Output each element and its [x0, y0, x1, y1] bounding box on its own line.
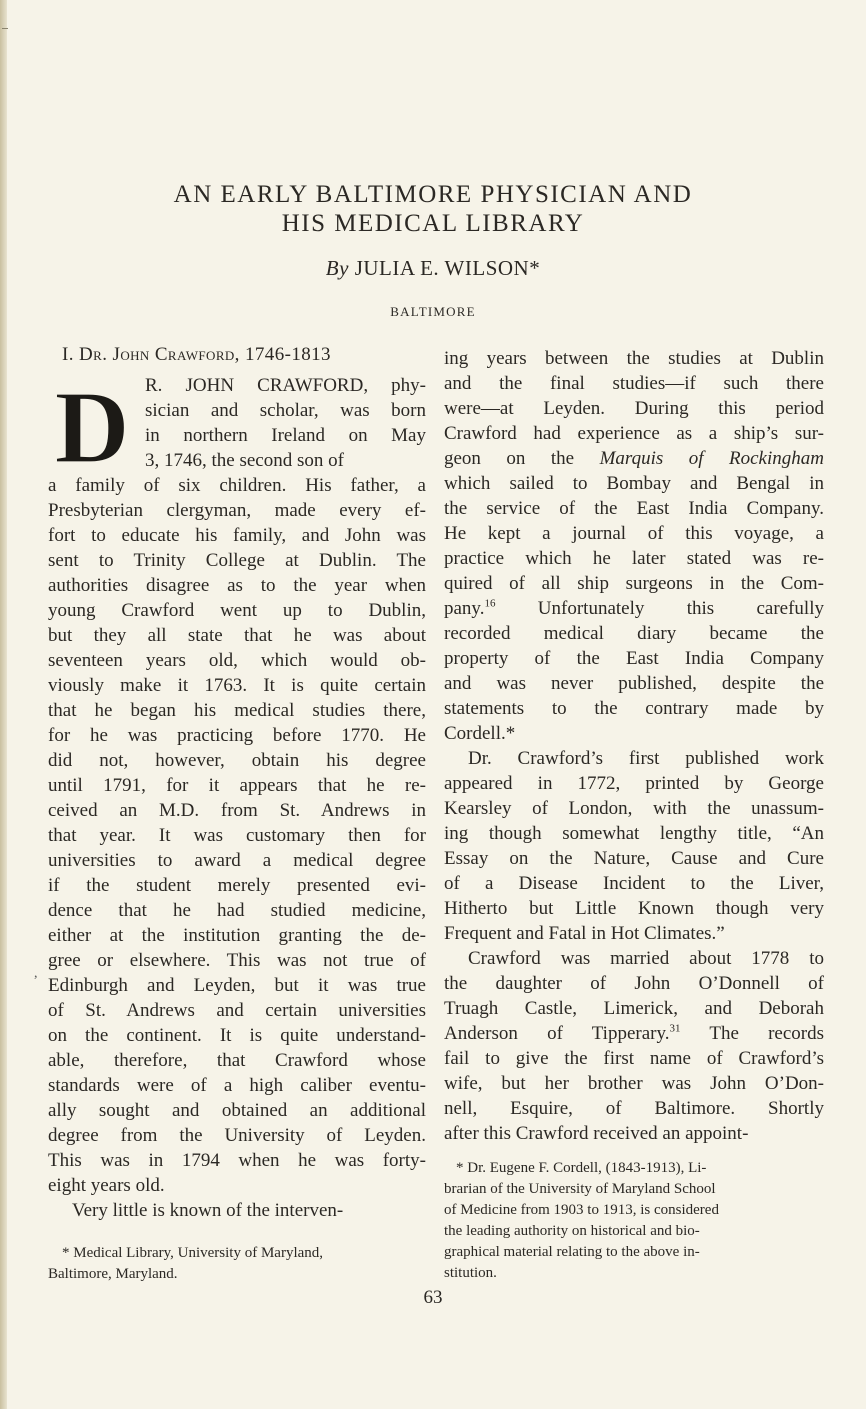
- text-line: statements to the contrary made by: [444, 698, 824, 719]
- dropcap-lines: [48, 373, 426, 473]
- text-line: of St. Andrews and certain universities: [48, 1000, 426, 1021]
- footnote-line: of Medicine from 1903 to 1913, is considered: [444, 1202, 719, 1218]
- drop-cap-glyph: D: [54, 382, 130, 470]
- text-span: Anderson of Tipperary.: [444, 1023, 670, 1044]
- text-line: universities to award a medical degree: [48, 850, 426, 871]
- footnote-line: brarian of the University of Maryland School: [444, 1181, 716, 1197]
- text-line: Frequent and Fatal in Hot Climates.”: [444, 923, 725, 944]
- author-name: JULIA E. WILSON*: [354, 256, 541, 280]
- ship-name: Marquis of Rockingham: [599, 448, 824, 469]
- footnote-line: * Dr. Eugene F. Cordell, (1843-1913), Li-: [456, 1160, 707, 1176]
- column-left: [48, 373, 426, 1223]
- text-line: ceived an M.D. from St. Andrews in: [48, 800, 426, 821]
- text-line: dence that he had studied medicine,: [48, 900, 426, 921]
- text-line: authorities disagree as to the year when: [48, 575, 426, 596]
- text-line: until 1791, for it appears that he re-: [48, 775, 426, 796]
- text-line: Very little is known of the interven-: [72, 1200, 344, 1221]
- text-line: were—at Leyden. During this period: [444, 398, 824, 419]
- text-line: Edinburgh and Leyden, but it was true: [48, 975, 426, 996]
- text-line: Essay on the Nature, Cause and Cure: [444, 848, 824, 869]
- text-line: recorded medical diary became the: [444, 623, 824, 644]
- text-line: on the continent. It is quite understand-: [48, 1025, 426, 1046]
- text-line: in northern Ireland on May: [145, 425, 426, 446]
- footnote-line: Baltimore, Maryland.: [48, 1266, 178, 1282]
- footnote-line: stitution.: [444, 1265, 497, 1281]
- section-number: I.: [62, 344, 74, 365]
- text-span: Unfortunately this carefully: [495, 598, 824, 619]
- margin-mark: ,: [34, 966, 38, 981]
- text-line: standards were of a high caliber eventu-: [48, 1075, 426, 1096]
- text-line: Truagh Castle, Limerick, and Deborah: [444, 998, 824, 1019]
- text-line: a family of six children. His father, a: [48, 475, 426, 496]
- footnote-line: * Medical Library, University of Maryland,: [62, 1245, 324, 1261]
- paragraph-2: [48, 1198, 426, 1223]
- text-line: for he was practicing before 1770. He: [48, 725, 426, 746]
- text-line: appeared in 1772, printed by George: [444, 773, 824, 794]
- text-line: young Crawford went up to Dublin,: [48, 600, 426, 621]
- text-line: viously make it 1763. It is quite certain: [48, 675, 426, 696]
- footnote-line: the leading authority on historical and bio-: [444, 1223, 700, 1239]
- text-line: if the student merely presented evi-: [48, 875, 426, 896]
- text-line: Dr. Crawford’s first published work: [468, 748, 824, 769]
- text-line: wife, but her brother was John O’Don-: [444, 1073, 824, 1094]
- text-span: pany.: [444, 598, 485, 619]
- byline-prefix: By: [325, 256, 349, 280]
- section-dates: 1746-1813: [245, 344, 331, 365]
- text-line: 3, 1746, the second son of: [145, 450, 344, 471]
- text-line: sician and scholar, was born: [145, 400, 426, 421]
- text-line: which sailed to Bombay and Bengal in: [444, 473, 824, 494]
- section-name: Dr. John Crawford,: [79, 344, 240, 365]
- text-line: after this Crawford received an appoint-: [444, 1123, 749, 1144]
- page-number: 63: [423, 1287, 443, 1308]
- paragraph-3: [444, 746, 824, 946]
- paragraph-continued: [444, 346, 824, 746]
- text-line: gree or elsewhere. This was not true of: [48, 950, 426, 971]
- text-line: fort to educate his family, and John was: [48, 525, 426, 546]
- text-line: of a Disease Incident to the Liver,: [444, 873, 824, 894]
- text-line: and was never published, despite the: [444, 673, 824, 694]
- text-span: The records: [680, 1023, 824, 1044]
- text-line: the daughter of John O’Donnell of: [444, 973, 824, 994]
- paragraph-4: [444, 946, 824, 1146]
- text-line: Presbyterian clergyman, made every ef-: [48, 500, 426, 521]
- text-line: able, therefore, that Crawford whose: [48, 1050, 426, 1071]
- byline: [0, 256, 866, 281]
- text-line: Crawford was married about 1778 to: [468, 948, 824, 969]
- reference-31: 31: [669, 1022, 681, 1035]
- text-line: property of the East India Company: [444, 648, 824, 669]
- text-line: did not, however, obtain his degree: [48, 750, 426, 771]
- text-line: ing though somewhat lengthy title, “An: [444, 823, 824, 844]
- text-line: ing years between the studies at Dublin: [444, 348, 824, 369]
- text-span: geon on the: [444, 448, 600, 469]
- text-line: Hitherto but Little Known though very: [444, 898, 824, 919]
- footnote-left: [48, 1243, 428, 1285]
- section-heading: [62, 344, 331, 366]
- column-right: [444, 346, 824, 1146]
- text-line: Kearsley of London, with the unassum-: [444, 798, 824, 819]
- paragraph-1: [48, 473, 426, 1198]
- title-line-1: AN EARLY BALTIMORE PHYSICIAN AND: [173, 181, 693, 208]
- text-line: the service of the East India Company.: [444, 498, 824, 519]
- text-line: He kept a journal of this voyage, a: [444, 523, 824, 544]
- text-line: Cordell.*: [444, 723, 516, 744]
- text-line: Crawford had experience as a ship’s sur-: [444, 423, 824, 444]
- text-line: fail to give the first name of Crawford’s: [444, 1048, 824, 1069]
- footnote-line: graphical material relating to the above in-: [444, 1244, 700, 1260]
- text-line: ally sought and obtained an additional: [48, 1100, 426, 1121]
- text-line: degree from the University of Leyden.: [48, 1125, 426, 1146]
- text-line: practice which he later stated was re-: [444, 548, 824, 569]
- text-line: that year. It was customary then for: [48, 825, 426, 846]
- edge-tick-mark: [2, 28, 8, 29]
- text-line: either at the institution granting the de-: [48, 925, 426, 946]
- text-line: [444, 446, 824, 471]
- text-line: quired of all ship surgeons in the Com-: [444, 573, 824, 594]
- text-line: nell, Esquire, of Baltimore. Shortly: [444, 1098, 824, 1119]
- title-line-2: HIS MEDICAL LIBRARY: [281, 210, 585, 237]
- text-line: [444, 1021, 824, 1046]
- footnote-right: [444, 1158, 824, 1284]
- text-line: seventeen years old, which would ob-: [48, 650, 426, 671]
- text-line: and the final studies—if such there: [444, 373, 824, 394]
- text-line: eight years old.: [48, 1175, 165, 1196]
- text-line: R. JOHN CRAWFORD, phy-: [145, 375, 426, 396]
- article-title: [0, 180, 866, 238]
- text-line: but they all state that he was about: [48, 625, 426, 646]
- text-line: [444, 596, 824, 621]
- reference-16: 16: [484, 597, 496, 610]
- text-line: that he began his medical studies there,: [48, 700, 426, 721]
- text-line: This was in 1794 when he was forty-: [48, 1150, 426, 1171]
- text-line: sent to Trinity College at Dublin. The: [48, 550, 426, 571]
- place-line: BALTIMORE: [390, 304, 476, 319]
